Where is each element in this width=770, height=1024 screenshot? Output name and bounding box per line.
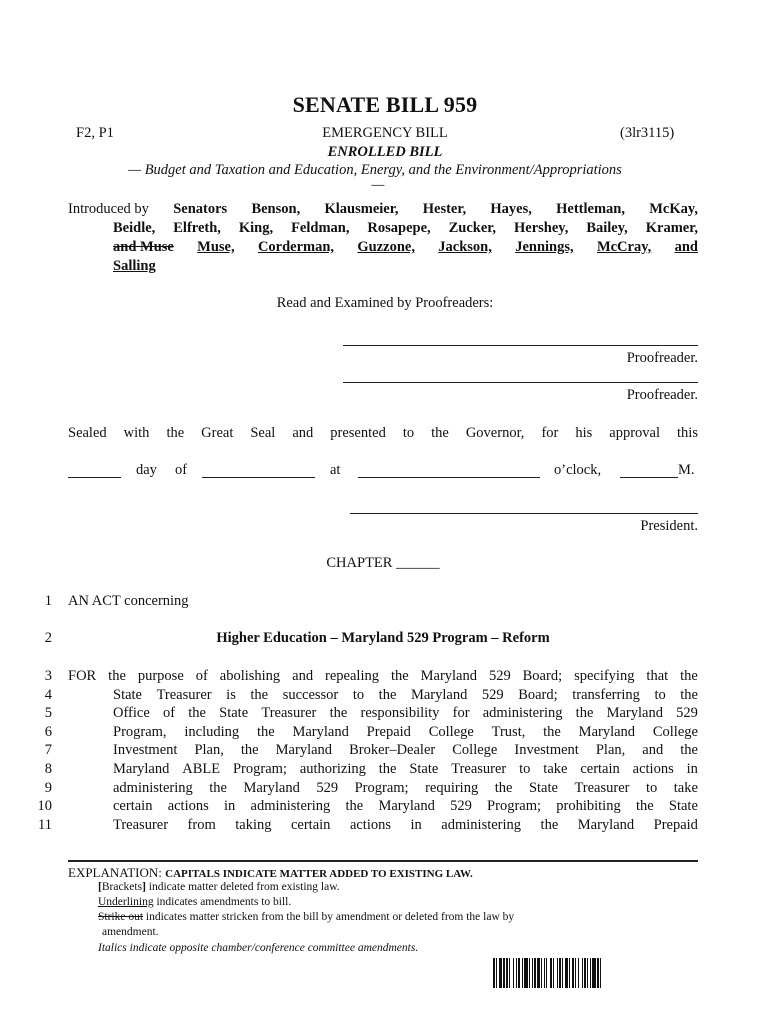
word: 529 bbox=[316, 780, 339, 796]
word: the bbox=[575, 705, 594, 721]
explanation-rule bbox=[68, 860, 698, 862]
word: and bbox=[642, 742, 664, 758]
seal-word: approval bbox=[609, 425, 661, 441]
word: of bbox=[195, 668, 208, 684]
word: Maryland bbox=[275, 742, 333, 758]
word: the bbox=[680, 742, 698, 758]
added-sponsor-word: and bbox=[674, 239, 698, 255]
word: 529 bbox=[481, 687, 504, 703]
explanation-brackets bbox=[98, 881, 340, 893]
act-title: Higher Education – Maryland 529 Program – Reform bbox=[216, 630, 550, 646]
word: Investment bbox=[514, 742, 579, 758]
line-number: 5 bbox=[44, 705, 52, 721]
sponsor-word: Hettleman, bbox=[556, 201, 625, 217]
word: administering bbox=[441, 817, 522, 833]
word: certain bbox=[580, 761, 620, 777]
word: Prepaid bbox=[366, 724, 411, 740]
underlining-word: Underlining bbox=[98, 896, 154, 908]
line-number: 6 bbox=[44, 724, 52, 740]
added-sponsor-word: Corderman, bbox=[257, 239, 335, 255]
sponsor-word: Senators bbox=[173, 201, 228, 217]
bill-type: EMERGENCY BILL bbox=[322, 125, 448, 141]
word: including bbox=[184, 724, 240, 740]
word: take bbox=[673, 780, 698, 796]
word: authorizing bbox=[299, 761, 366, 777]
intro-label: Introduced by bbox=[68, 201, 149, 217]
word: prohibiting bbox=[556, 798, 621, 814]
seal-word: to bbox=[402, 425, 415, 441]
bracket-open: [ bbox=[98, 881, 102, 893]
explanation-label: EXPLANATION: bbox=[68, 865, 162, 880]
added-sponsor-word: Jackson, bbox=[438, 239, 492, 255]
word: Treasurer bbox=[113, 817, 169, 833]
seal-word: Great bbox=[201, 425, 234, 441]
explanation-strike bbox=[98, 911, 514, 923]
word: State bbox=[668, 798, 698, 814]
word: abolishing bbox=[219, 668, 281, 684]
line-number: 11 bbox=[38, 817, 52, 833]
oclock-label: o’clock, bbox=[554, 462, 602, 478]
sponsor-word: King, bbox=[238, 220, 274, 236]
word: the bbox=[378, 761, 397, 777]
word: take bbox=[543, 761, 568, 777]
word: Office bbox=[113, 705, 150, 721]
line-number: 4 bbox=[44, 687, 52, 703]
word: Maryland bbox=[606, 705, 663, 721]
sponsor-word: Beidle, bbox=[113, 220, 156, 236]
seal-sentence bbox=[68, 425, 698, 442]
word: Treasurer bbox=[574, 780, 630, 796]
month-blank bbox=[202, 477, 315, 478]
line-number: 8 bbox=[44, 761, 52, 777]
word: administering bbox=[482, 705, 563, 721]
sponsor-word: Hester, bbox=[422, 201, 467, 217]
sponsor-word: Elfreth, bbox=[173, 220, 221, 236]
seal-word: Governor, bbox=[465, 425, 525, 441]
word: Maryland bbox=[113, 761, 170, 777]
sponsor-word: Bailey, bbox=[586, 220, 628, 236]
seal-word: presented bbox=[330, 425, 386, 441]
bill-title: SENATE BILL 959 bbox=[292, 92, 478, 117]
word: Program, bbox=[113, 724, 167, 740]
committee-referral: — Budget and Taxation and Education, Energy, and the Environment/Appropriations bbox=[128, 162, 622, 178]
word: specifying bbox=[574, 668, 635, 684]
word: to bbox=[352, 687, 365, 703]
word: the bbox=[635, 798, 654, 814]
purpose-line bbox=[113, 724, 698, 741]
president-signature-line bbox=[350, 513, 698, 514]
word: in bbox=[224, 798, 236, 814]
word: Maryland bbox=[243, 780, 300, 796]
word: to bbox=[654, 687, 666, 703]
word: 529 bbox=[450, 798, 472, 814]
sponsor-word: Hayes, bbox=[490, 201, 532, 217]
word: the bbox=[108, 668, 126, 684]
line-number: 9 bbox=[44, 780, 52, 796]
word: College bbox=[428, 724, 474, 740]
added-sponsor-word: Muse, bbox=[197, 239, 235, 255]
word: Maryland bbox=[292, 724, 349, 740]
purpose-line bbox=[113, 761, 698, 778]
seal-word: Seal bbox=[250, 425, 276, 441]
word: in bbox=[686, 761, 698, 777]
word: administering bbox=[250, 798, 331, 814]
word: actions bbox=[167, 798, 209, 814]
word: the bbox=[345, 798, 364, 814]
seal-word: with bbox=[123, 425, 150, 441]
draft-code: (3lr3115) bbox=[620, 125, 675, 141]
sponsor-word: Klausmeier, bbox=[324, 201, 399, 217]
word: the bbox=[250, 687, 269, 703]
line-number: 7 bbox=[44, 742, 52, 758]
barcode-bar bbox=[601, 958, 603, 988]
sponsor-word: Zucker, bbox=[448, 220, 497, 236]
purpose-line bbox=[113, 687, 698, 704]
seal-word: for bbox=[541, 425, 559, 441]
sponsor-line-2 bbox=[113, 220, 698, 237]
word: the bbox=[494, 780, 513, 796]
word: Board; bbox=[522, 668, 563, 684]
line-number: 10 bbox=[37, 798, 52, 814]
committee-referral-dash: — bbox=[371, 177, 385, 193]
word: the bbox=[680, 687, 698, 703]
word: the bbox=[543, 724, 561, 740]
bracket-close: ] bbox=[142, 881, 146, 893]
word: Maryland bbox=[577, 817, 635, 833]
word: Broker–Dealer bbox=[349, 742, 436, 758]
word: transferring bbox=[572, 687, 640, 703]
word: 529 bbox=[488, 668, 511, 684]
proofreader-signature-line-2 bbox=[343, 382, 698, 383]
proofreaders-heading: Read and Examined by Proofreaders: bbox=[276, 295, 494, 311]
word: the bbox=[329, 705, 348, 721]
sponsor-word: McKay, bbox=[649, 201, 698, 217]
word: Maryland bbox=[410, 687, 468, 703]
proofreader-label-1: Proofreader. bbox=[626, 350, 698, 366]
struck-sponsors: and Muse bbox=[113, 239, 174, 255]
word: of bbox=[162, 705, 176, 721]
word: that bbox=[646, 668, 669, 684]
word: is bbox=[226, 687, 236, 703]
sponsor-line-1 bbox=[68, 201, 698, 218]
meridiem-label: M. bbox=[678, 462, 695, 478]
word: the bbox=[390, 668, 409, 684]
word: Prepaid bbox=[653, 817, 698, 833]
proofreader-label-2: Proofreader. bbox=[626, 387, 698, 403]
word: ABLE bbox=[182, 761, 221, 777]
strike-description: indicates matter stricken from the bill by amendment or deleted from the law by bbox=[143, 911, 515, 923]
word: State bbox=[528, 780, 558, 796]
word: the bbox=[240, 742, 259, 758]
word: College bbox=[652, 724, 698, 740]
underlining-description: indicates amendments to bill. bbox=[153, 896, 292, 908]
added-sponsor-word: Jennings, bbox=[515, 239, 574, 255]
word: Maryland bbox=[578, 724, 636, 740]
word: Plan, bbox=[194, 742, 224, 758]
word: to bbox=[645, 780, 658, 796]
line-number: 3 bbox=[44, 668, 52, 684]
word: the bbox=[680, 668, 698, 684]
word: to bbox=[519, 761, 531, 777]
sponsor-line-3 bbox=[113, 239, 698, 256]
sponsor-word: Rosapepe, bbox=[367, 220, 431, 236]
president-label: President. bbox=[640, 518, 698, 534]
word: for bbox=[452, 705, 470, 721]
word: actions bbox=[632, 761, 674, 777]
seal-word: his bbox=[575, 425, 593, 441]
word: State bbox=[113, 687, 142, 703]
purpose-line bbox=[113, 742, 698, 759]
word: Maryland bbox=[420, 668, 477, 684]
of-label: of bbox=[175, 462, 188, 478]
word: State bbox=[409, 761, 439, 777]
word: successor bbox=[282, 687, 339, 703]
purpose-line bbox=[113, 780, 698, 797]
meridiem-blank bbox=[620, 477, 678, 478]
day-blank bbox=[68, 477, 121, 478]
added-sponsor-word: Guzzone, bbox=[357, 239, 415, 255]
word: certain bbox=[290, 817, 331, 833]
word: College bbox=[452, 742, 498, 758]
purpose-line bbox=[68, 668, 698, 685]
added-sponsor-word: McCray, bbox=[596, 239, 652, 255]
purpose-line bbox=[113, 798, 698, 815]
time-blank bbox=[358, 477, 540, 478]
line-number: 2 bbox=[44, 630, 52, 646]
word: Program; bbox=[487, 798, 542, 814]
word: taking bbox=[235, 817, 272, 833]
word: Program; bbox=[354, 780, 409, 796]
word: FOR bbox=[68, 668, 97, 684]
proofreader-signature-line-1 bbox=[343, 345, 698, 346]
word: and bbox=[292, 668, 314, 684]
barcode-image bbox=[493, 958, 679, 988]
sponsor-word: Benson, bbox=[251, 201, 301, 217]
word: repealing bbox=[325, 668, 379, 684]
brackets-word: Brackets bbox=[101, 881, 143, 893]
explanation-heading bbox=[68, 865, 473, 881]
line-number: 1 bbox=[44, 593, 52, 609]
seal-word: the bbox=[166, 425, 185, 441]
word: certain bbox=[113, 798, 153, 814]
strike-word: Strike out bbox=[98, 911, 144, 923]
day-label: day bbox=[136, 462, 157, 478]
seal-word: the bbox=[431, 425, 449, 441]
word: Board; bbox=[518, 687, 558, 703]
word: 529 bbox=[676, 705, 698, 721]
seal-word: and bbox=[292, 425, 314, 441]
word: State bbox=[219, 705, 249, 721]
explanation-capitals: CAPITALS INDICATE MATTER ADDED TO EXISTING LAW. bbox=[165, 868, 473, 880]
word: Treasurer bbox=[261, 705, 317, 721]
word: Maryland bbox=[378, 798, 435, 814]
word: the bbox=[540, 817, 559, 833]
explanation-italics: Italics indicate opposite chamber/conference committee amendments. bbox=[98, 942, 419, 954]
explanation-strike-cont: amendment. bbox=[102, 926, 159, 938]
seal-word: Sealed bbox=[68, 425, 107, 441]
word: from bbox=[187, 817, 216, 833]
word: responsibility bbox=[360, 705, 440, 721]
word: Investment bbox=[113, 742, 178, 758]
word: the bbox=[256, 724, 275, 740]
word: Trust, bbox=[491, 724, 526, 740]
word: Plan, bbox=[595, 742, 626, 758]
explanation-underlining bbox=[98, 896, 291, 908]
committee-codes: F2, P1 bbox=[76, 125, 114, 141]
chapter-label: CHAPTER ______ bbox=[326, 555, 440, 571]
word: administering bbox=[113, 780, 193, 796]
word: Treasurer bbox=[451, 761, 507, 777]
word: purpose bbox=[137, 668, 184, 684]
word: actions bbox=[349, 817, 392, 833]
sponsor-word: Kramer, bbox=[645, 220, 698, 236]
word: Program; bbox=[232, 761, 287, 777]
word: the bbox=[378, 687, 397, 703]
word: Treasurer bbox=[156, 687, 212, 703]
brackets-description: indicate matter deleted from existing law. bbox=[145, 881, 340, 893]
added-sponsor-salling: Salling bbox=[113, 258, 156, 274]
enrolled-status: ENROLLED BILL bbox=[327, 144, 443, 160]
sponsor-word: Feldman, bbox=[291, 220, 350, 236]
purpose-line bbox=[113, 817, 698, 834]
seal-word: this bbox=[677, 425, 698, 441]
word: in bbox=[410, 817, 422, 833]
at-label: at bbox=[330, 462, 341, 478]
act-concerning: AN ACT concerning bbox=[68, 593, 189, 609]
purpose-line bbox=[113, 705, 698, 722]
sponsor-word: Hershey, bbox=[513, 220, 569, 236]
word: requiring bbox=[425, 780, 479, 796]
word: the bbox=[188, 705, 206, 721]
word: the bbox=[209, 780, 227, 796]
